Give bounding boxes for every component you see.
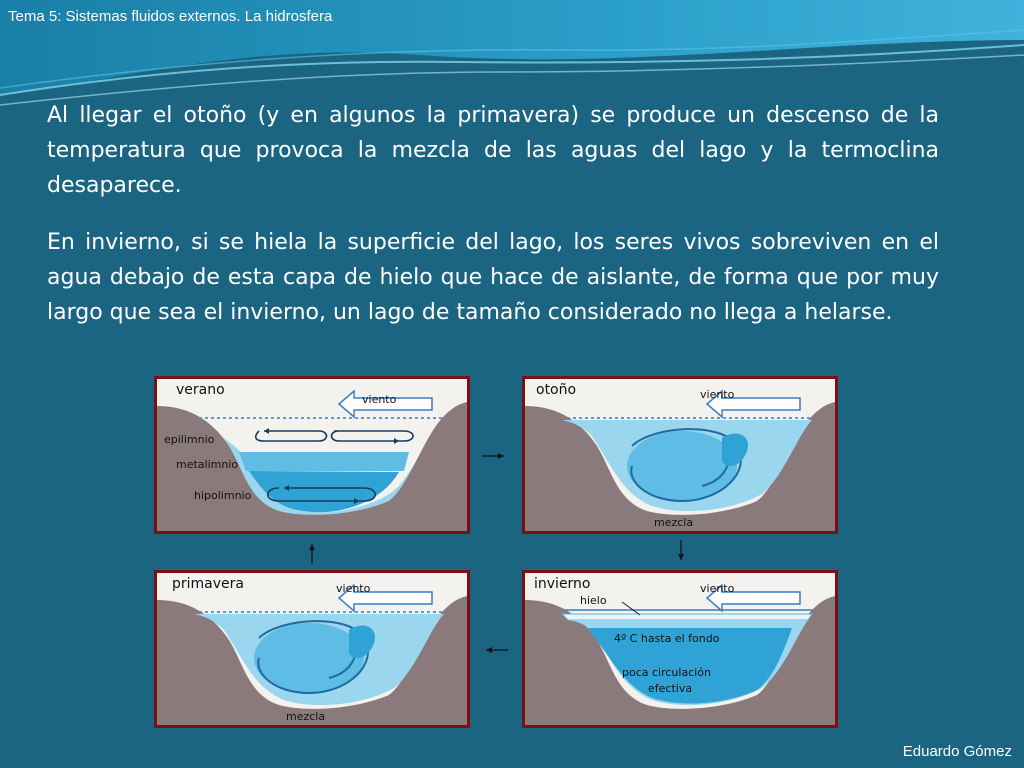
invierno-title: invierno xyxy=(534,576,591,592)
panel-otono xyxy=(522,376,838,534)
slide-title: Tema 5: Sistemas fluidos externos. La hidrosfera xyxy=(8,8,333,25)
lake-seasons-diagram xyxy=(150,370,850,732)
invierno-circ-line1: poca circulación xyxy=(622,666,712,679)
label-metalimnio: metalimnio xyxy=(176,458,239,471)
invierno-circ-line2: efectiva xyxy=(648,682,693,695)
label-hipolimnio: hipolimnio xyxy=(194,489,252,502)
verano-title: verano xyxy=(176,382,225,398)
arrow-left-icon xyxy=(480,644,510,656)
panel-invierno xyxy=(522,570,838,728)
invierno-wind-label: viento xyxy=(700,582,735,595)
primavera-title: primavera xyxy=(172,576,244,592)
panel-primavera xyxy=(154,570,470,728)
primavera-mezcla-label: mezcla xyxy=(286,710,326,723)
paragraph-1: Al llegar el otoño (y en algunos la primavera) se produce un descenso de la temperatura que provoca la mezcla de las aguas del lago y la termoclina desaparece. xyxy=(47,103,939,198)
verano-wind-label: viento xyxy=(362,393,397,406)
label-epilimnio: epilimnio xyxy=(164,433,215,446)
paragraph-2: En invierno, si se hiela la superficie del lago, los seres vivos sobreviven en el agua debajo de esta capa de hielo que hace de aislante, de forma que por muy largo que sea el invierno, un lago de tamaño considerado no llega a helarse. xyxy=(47,230,939,325)
arrow-up-icon xyxy=(306,538,318,566)
arrow-down-icon xyxy=(675,538,687,566)
arrow-right-icon xyxy=(480,450,510,462)
otono-title: otoño xyxy=(536,382,577,398)
invierno-ice-label: hielo xyxy=(580,594,607,607)
panel-verano xyxy=(154,376,470,534)
primavera-wind-label: viento xyxy=(336,582,371,595)
invierno-temp-label: 4º C hasta el fondo xyxy=(614,632,720,645)
otono-mezcla-label: mezcla xyxy=(654,516,694,529)
author-footer: Eduardo Gómez xyxy=(902,743,1012,760)
body-text xyxy=(47,98,939,352)
otono-wind-label: viento xyxy=(700,388,735,401)
